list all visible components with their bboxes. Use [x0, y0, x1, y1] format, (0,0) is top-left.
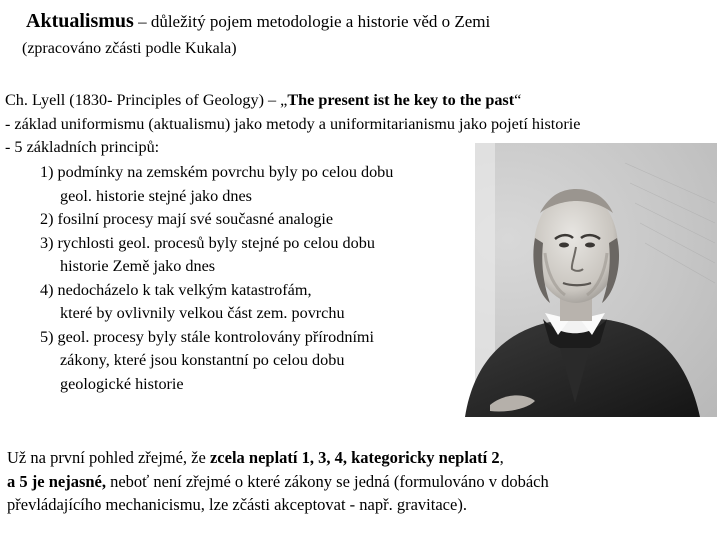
principle-2-line-1: 2) fosilní procesy mají své současné analogie [40, 210, 334, 228]
conclusion-line-2: a 5 je nejasné, neboť není zřejmé o které zákony se jedná (formulováno v dobách [7, 471, 549, 491]
subtitle: (zpracováno zčásti podle Kukala) [22, 40, 237, 57]
principle-5-line-2: zákony, které jsou konstantní po celou dobu [60, 351, 345, 369]
title-rest: – důležitý pojem metodologie a historie věd o Zemi [133, 12, 491, 31]
lyell-quote: The present ist he key to the past [287, 91, 515, 109]
intro-line-3: - 5 základních principů: [5, 138, 160, 156]
principle-3-line-2: historie Země jako dnes [60, 257, 216, 275]
intro-line-1: Ch. Lyell (1830- Principles of Geology) – „The present ist he key to the past“ [5, 91, 522, 109]
title-main: Aktualismus [26, 10, 134, 32]
principles-list [5, 161, 393, 396]
page-title [26, 10, 490, 33]
portrait-engraving-icon [395, 143, 717, 417]
principle-5-line-3: geologické historie [60, 374, 184, 393]
conclusion-line-1: Už na první pohled zřejmé, že zcela neplatí 1, 3, 4, kategoricky neplatí 2, [7, 448, 504, 467]
principle-4-line-1: 4) nedocházelo k tak velkým katastrofám, [40, 280, 312, 299]
principle-1-line-2: geol. historie stejné jako dnes [60, 186, 252, 205]
principle-3-line-1: 3) rychlosti geol. procesů byly stejné po celou dobu [40, 233, 375, 252]
principle-4-line-2: které by ovlivnily velkou část zem. povrchu [60, 304, 345, 322]
principle-1-line-1: 1) podmínky na zemském povrchu byly po celou dobu [40, 163, 394, 181]
conclusion-line-3: převládajícího mechanicismu, lze zčásti akceptovat - např. gravitace). [7, 495, 467, 514]
conclusion-paragraph [7, 446, 549, 517]
principle-5-line-1: 5) geol. procesy byly stále kontrolovány přírodními [40, 327, 375, 346]
intro-block [5, 89, 580, 160]
intro-line-2: - základ uniformismu (aktualismu) jako metody a uniformitarianismu jako pojetí historie [5, 114, 581, 133]
